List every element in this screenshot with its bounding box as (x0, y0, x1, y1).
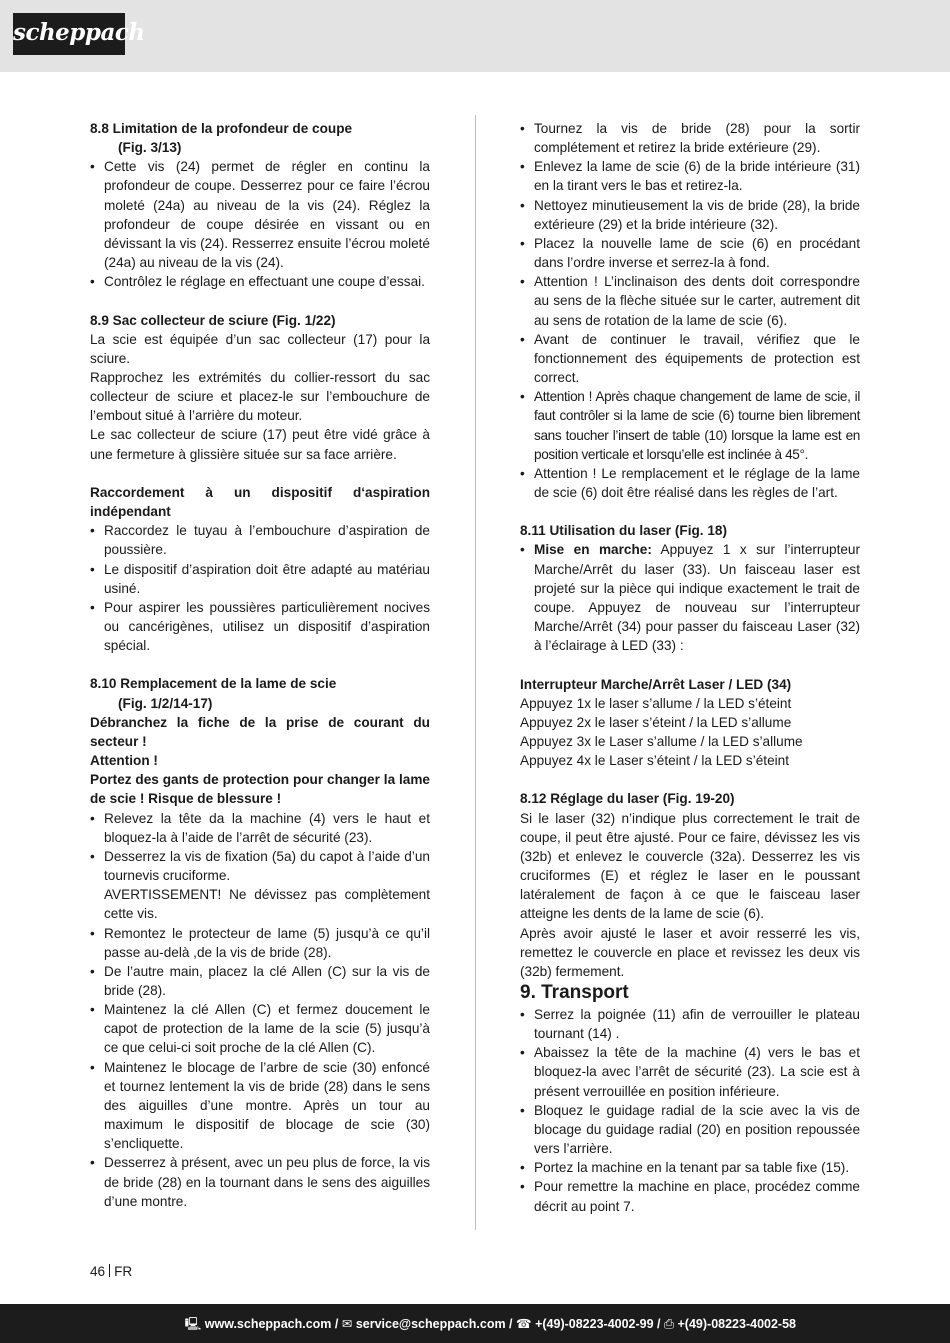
list-item: • Maintenez la clé Allen (C) et fermez doucement le capot de protection de la lame de la scie (5) jusqu’à ce que celui-ci soit proche de la clé Allen (C). (90, 1000, 430, 1057)
list-item: • Abaissez la tête de la machine (4) vers le bas et bloquez-la avec l’arrêt de sécurité (23). La scie est à présent verrouillée en position inférieure. (520, 1043, 860, 1100)
mise-en-marche-label: Mise en marche: (534, 542, 652, 558)
fax-number: +(49)-08223-4002-58 (677, 1317, 796, 1331)
switch-line: Appuyez 1x le laser s’allume / la LED s’éteint (520, 695, 792, 711)
list-item: • Mise en marche: Appuyez 1 x sur l’interrupteur Marche/Arrêt du laser (33). Un faisceau laser est projeté sur la pièce qui indique exactement le trait de coupe. Appuyez de nouveau sur l’interrupteur Marche/Arrêt (34) pour passer du faisceau Laser (32) à l’éclairage à LED (33) : (520, 540, 860, 655)
warning-text: Portez des gants de protection pour changer la lame de scie ! Risque de blessure ! (90, 772, 430, 807)
paragraph: Après avoir ajusté le laser et avoir resserré les vis, remettez le couvercle en place et revissez les deux vis (32b) fermement. (520, 925, 860, 979)
avertissement-note: AVERTISSEMENT! Ne dévissez pas complètement cette vis. (104, 887, 430, 922)
list-item: • Portez la machine en la tenant par sa table fixe (15). (520, 1158, 860, 1177)
telephone-icon: ☎ (516, 1317, 532, 1331)
list-item: • Avant de continuer le travail, vérifiez que le fonctionnement des équipements de protection est correct. (520, 330, 860, 387)
fax-icon: ⎙ (664, 1317, 675, 1331)
list-item: • Relevez la tête da la machine (4) vers le haut et bloquez-la à l’aide de l’arrêt de sécurité (23). (90, 809, 430, 847)
list-item: • Nettoyez minutieusement la vis de bride (28), la bride extérieure (29) et la bride intérieure (32). (520, 196, 860, 234)
section-8-10-heading: 8.10 Remplacement de la lame de scie (Fig. 1/2/14-17) (90, 676, 337, 711)
contact-line (185, 1315, 796, 1336)
warning-text: Attention ! (90, 753, 158, 769)
list-item: • Desserrez à présent, avec un peu plus de force, la vis de bride (28) en la tournant dans le sens des aiguilles d’une montre. (90, 1153, 430, 1210)
computer-icon: 🖳 (184, 1317, 202, 1331)
paragraph: Le sac collecteur de sciure (17) peut être vidé grâce à une fermeture à glissière située sur sa face arrière. (90, 427, 430, 462)
scheppach-logo: scheppach (13, 13, 125, 55)
list-item: • Attention ! Le remplacement et le réglage de la lame de scie (6) doit être réalisé dans les règles de l’art. (520, 464, 860, 502)
list-item: • Le dispositif d’aspiration doit être adapté au matériau usiné. (90, 560, 430, 598)
section-8-12-heading: 8.12 Réglage du laser (Fig. 19-20) (520, 791, 735, 807)
paragraph: La scie est équipée d’un sac collecteur (17) pour la sciure. (90, 331, 430, 366)
list-item: • Pour remettre la machine en place, procédez comme décrit au point 7. (520, 1177, 860, 1215)
aspiration-heading: Raccordement à un dispositif d‘aspiration indépendant (90, 484, 430, 520)
right-column (520, 119, 860, 1216)
envelope-icon: ✉ (341, 1317, 353, 1331)
left-column (90, 119, 430, 1211)
email-link[interactable]: service@scheppach.com / (355, 1317, 513, 1331)
section-9-heading: 9. Transport (520, 981, 629, 1003)
list-item: • Attention ! Après chaque changement de lame de scie, il faut contrôler si la lame de scie (6) tourne bien librement sans toucher l’insert de table (10) lorsque la lame est en position verticale et lorsqu’elle est inclinée à 45°. (520, 387, 860, 464)
switch-line: Appuyez 2x le laser s’éteint / la LED s’allume (520, 714, 792, 730)
list-item: • Remontez le protecteur de lame (5) jusqu’à ce qu’il passe au-delà ,de la vis de bride (28). (90, 924, 430, 962)
list-item: • Bloquez le guidage radial de la scie avec la vis de blocage du guidage radial (20) en position repoussée vers l’arrière. (520, 1101, 860, 1158)
warning-text: Débranchez la fiche de la prise de courant du secteur ! (90, 714, 430, 749)
list-item: • Placez la nouvelle lame de scie (6) en procédant dans l’ordre inverse et serrez-la à fond. (520, 234, 860, 272)
list-item: • De l’autre main, placez la clé Allen (C) sur la vis de bride (28). (90, 962, 430, 1000)
list-item: • Pour aspirer les poussières particulièrement nocives ou cancérigènes, utilisez un dispositif d’aspiration spécial. (90, 598, 430, 655)
list-item: • Raccordez le tuyau à l’embouchure d’aspiration de poussière. (90, 521, 430, 559)
language-code: FR (114, 1264, 133, 1279)
website-link[interactable]: www.scheppach.com / (204, 1317, 339, 1331)
switch-line: Appuyez 4x le Laser s’éteint / la LED s’éteint (520, 753, 790, 769)
section-8-9-heading: 8.9 Sac collecteur de sciure (Fig. 1/22) (90, 312, 336, 328)
list-item: • Desserrez la vis de fixation (5a) du capot à l’aide d’un tournevis cruciforme. (90, 847, 430, 885)
page-header (0, 0, 950, 72)
paragraph: Si le laser (32) n’indique plus correctement le trait de coupe, il peut être ajusté. Pour ce faire, dévissez les vis (32b) et enlevez le couvercle (32a). Desserrez les vis cruciformes (E) et réglez le laser en le poussant latéralement de façon à ce que le faisceau laser atteigne les dents de la lame de scie (6). (520, 810, 860, 922)
section-8-11-heading: 8.11 Utilisation du laser (Fig. 18) (520, 523, 727, 539)
column-divider (475, 115, 476, 1230)
phone-number: +(49)-08223-4002-99 / (535, 1317, 661, 1331)
footer-bar (0, 1304, 950, 1343)
switch-heading: Interrupteur Marche/Arrêt Laser / LED (34) (520, 676, 792, 692)
list-item: • Contrôlez le réglage en effectuant une coupe d’essai. (90, 272, 430, 291)
paragraph: Rapprochez les extrémités du collier-ressort du sac collecteur de sciure et placez-le sur l’embouchure de l’embout situé à l’arrière du moteur. (90, 370, 430, 424)
page-number: 46 FR (90, 1264, 133, 1279)
section-8-8-heading: 8.8 Limitation de la profondeur de coupe (Fig. 3/13) (90, 121, 353, 156)
list-item: • Enlevez la lame de scie (6) de la bride intérieure (31) en la tirant vers le bas et retirez-la. (520, 157, 860, 195)
list-item: • Cette vis (24) permet de régler en continu la profondeur de coupe. Desserrez pour ce faire l’écrou moleté (24a) au niveau de la vis (24). Réglez la profondeur de coupe désirée en vissant ou en dévissant la vis (24). Resserrez ensuite l’écrou moleté (24a) au niveau de la vis (24). (90, 157, 430, 272)
switch-line: Appuyez 3x le Laser s’allume / la LED s’allume (520, 733, 803, 749)
list-item: • Tournez la vis de bride (28) pour la sortir complétement et retirez la bride extérieure (29). (520, 119, 860, 157)
list-item: • Attention ! L’inclinaison des dents doit correspondre au sens de la flèche située sur le carter, autrement dit au sens de rotation de la lame de scie (6). (520, 272, 860, 329)
list-item: • Maintenez le blocage de l’arbre de scie (30) enfoncé et tournez lentement la vis de bride (28) dans le sens des aiguilles d’une montre. Après un tour au maximum le dispositif de blocage de scie (30) s’encliquette. (90, 1058, 430, 1154)
list-item: • Serrez la poignée (11) afin de verrouiller le plateau tournant (14) . (520, 1005, 860, 1043)
